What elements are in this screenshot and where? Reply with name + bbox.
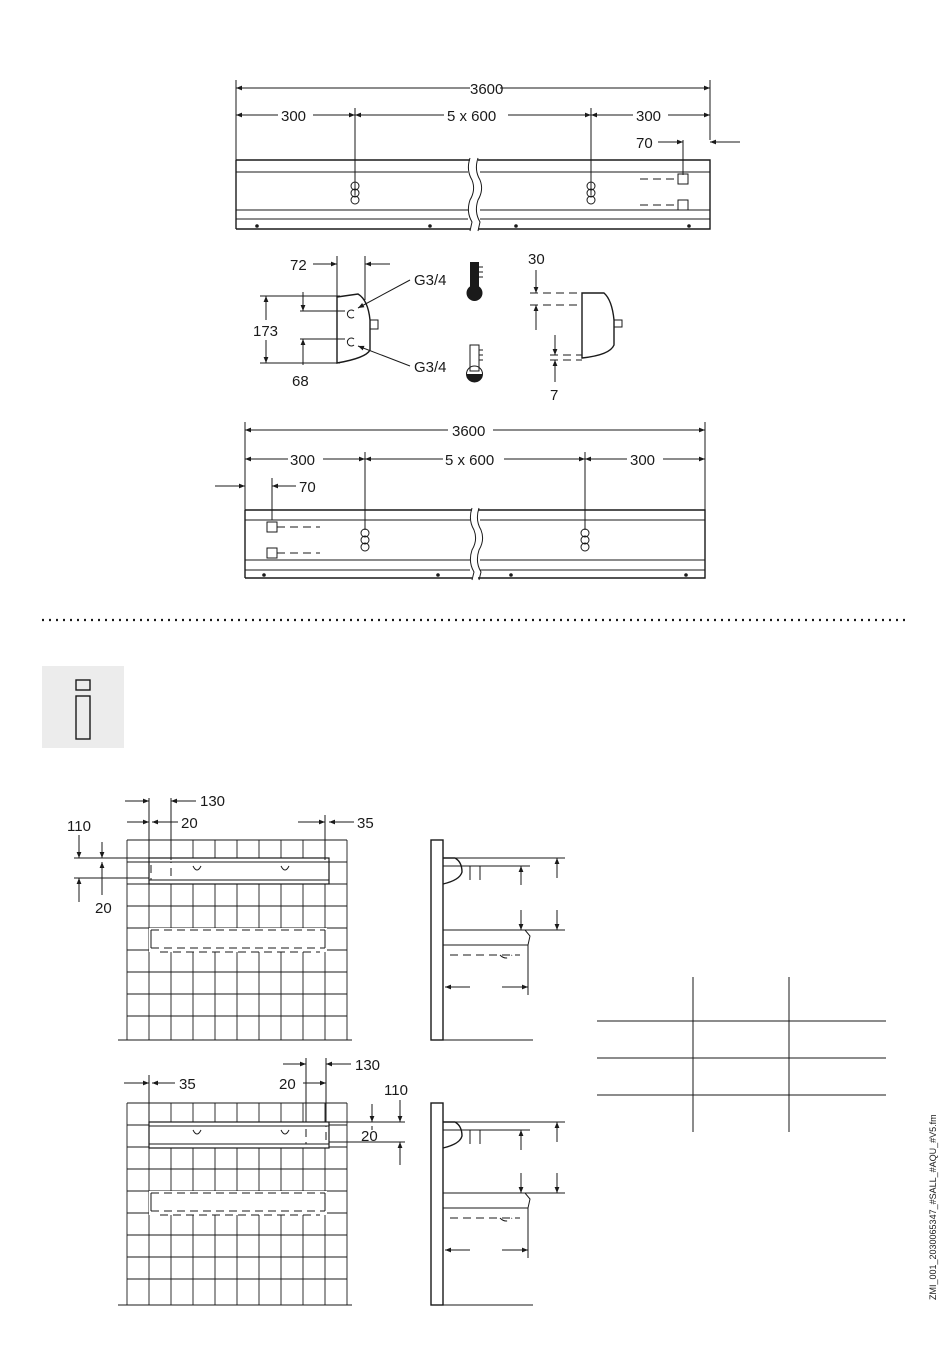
inst2-dim-35: 35: [179, 1076, 196, 1093]
inst1-dim-35: 35: [357, 815, 374, 832]
install-elevation-bottom: [118, 1057, 408, 1305]
inst1-dim-130: 130: [200, 793, 226, 810]
dim-30: 30: [528, 251, 545, 268]
install-side-top: [431, 840, 565, 1040]
bottom-profile-view: [215, 422, 705, 580]
top-offset-dim: 70: [636, 135, 653, 152]
cold-thermometer-icon: [467, 345, 484, 382]
dim-7: 7: [550, 387, 559, 404]
install-side-bottom: [431, 1103, 565, 1305]
top-profile-view: [236, 80, 740, 231]
top-seg-left: 300: [281, 108, 307, 125]
inst2-dim-20-top: 20: [279, 1076, 296, 1093]
bottom-seg-right: 300: [630, 452, 656, 469]
bottom-seg-mid: 5 x 600: [445, 452, 495, 469]
hot-thermometer-icon: [467, 262, 484, 301]
inst1-dim-20-side: 20: [95, 900, 112, 917]
dim-173: 173: [253, 323, 279, 340]
dimension-table: [597, 977, 886, 1132]
bottom-seg-left: 300: [290, 452, 316, 469]
inst2-dim-130: 130: [355, 1057, 381, 1074]
thread-cold: G3/4: [414, 359, 447, 376]
info-icon: [76, 680, 90, 739]
inst1-dim-110: 110: [67, 818, 91, 835]
inst2-dim-20-side: 20: [361, 1128, 378, 1145]
bottom-total-dim: 3600: [452, 423, 486, 440]
inst2-dim-110: 110: [384, 1082, 408, 1099]
section-view: [253, 251, 622, 404]
thread-hot: G3/4: [414, 272, 447, 289]
top-total-dim: 3600: [470, 81, 504, 98]
bottom-offset-dim: 70: [299, 479, 316, 496]
dim-72: 72: [290, 257, 307, 274]
inst1-dim-20-top: 20: [181, 815, 198, 832]
install-elevation-top: [67, 793, 374, 1040]
top-seg-mid: 5 x 600: [447, 108, 497, 125]
dim-68: 68: [292, 373, 309, 390]
top-seg-right: 300: [636, 108, 662, 125]
footer-code: ZMI_001_2030065347_#SALL_#AQU_#V5.fm: [928, 1114, 938, 1300]
